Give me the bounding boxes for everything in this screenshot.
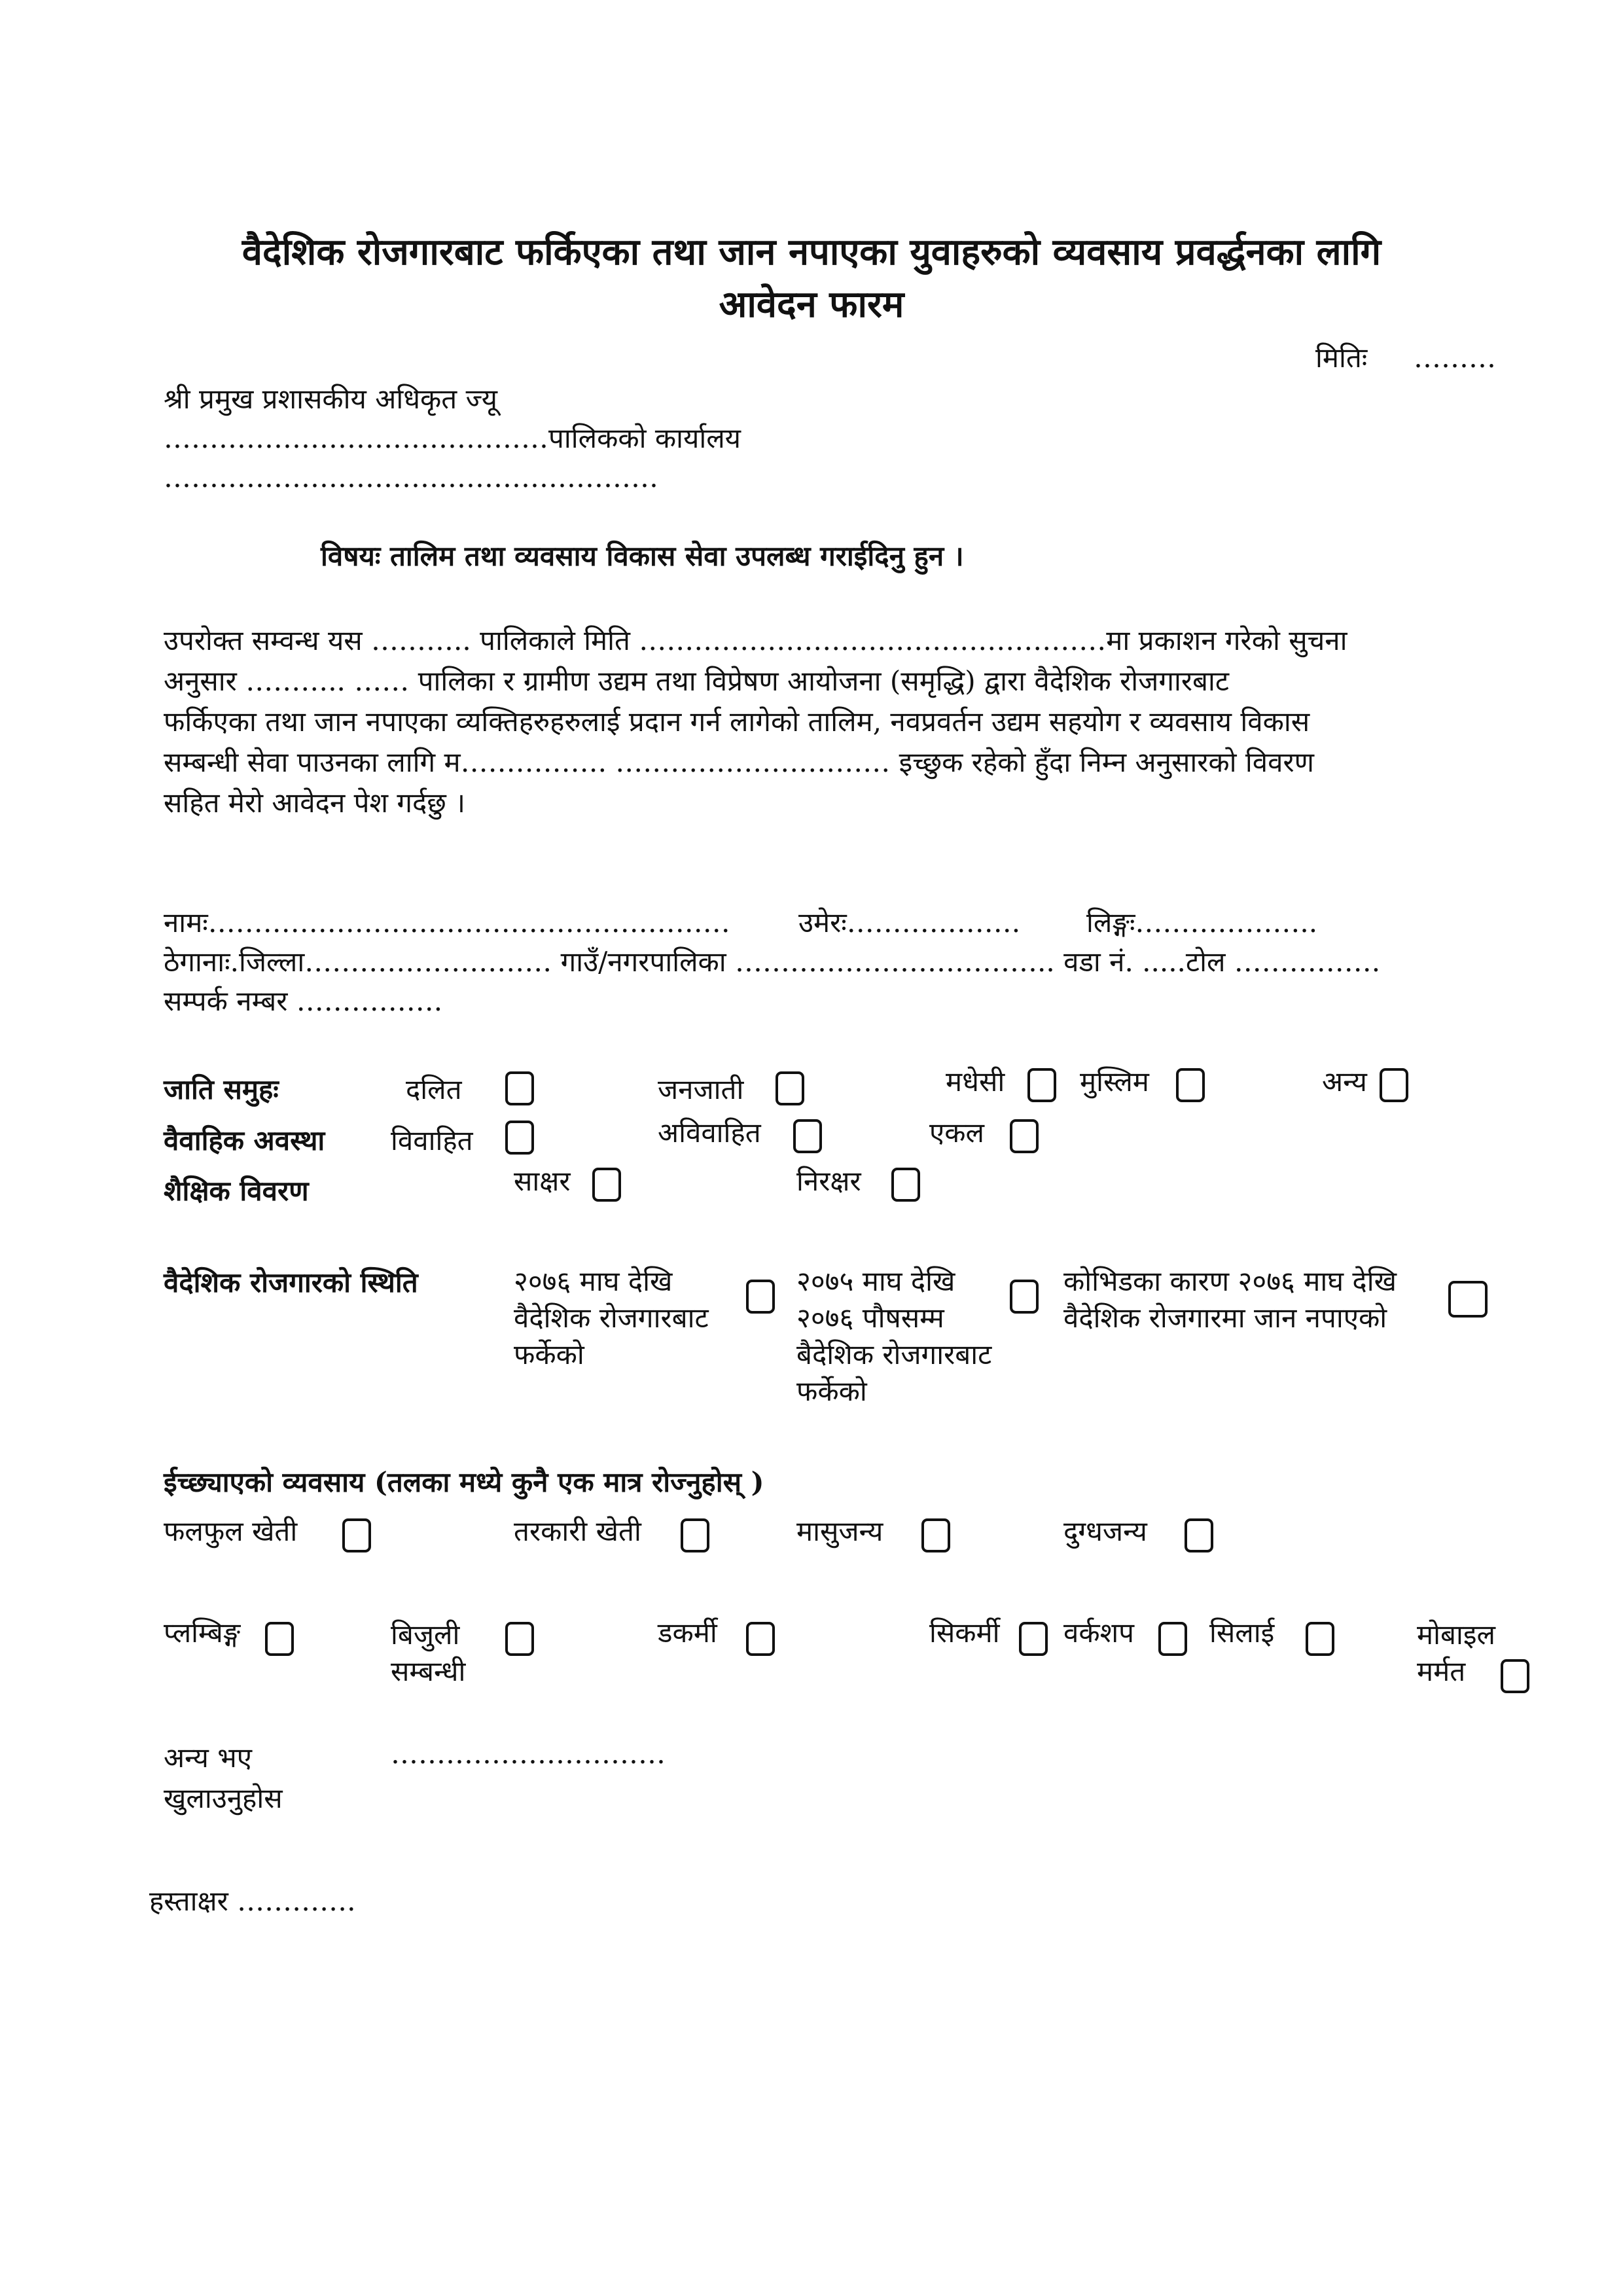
education-label: शैक्षिक विवरण <box>164 1175 309 1207</box>
employment-option-1 <box>514 1263 709 1373</box>
employment-label: वैदेशिक रोजगारको स्थिति <box>164 1266 418 1299</box>
body-line: अनुसार ……….. …… पालिका र ग्रामीण उद्यम तथा विप्रेषण आयोजना (समृद्धि) द्वारा वैदेशिक रोजगारबाट <box>164 665 1230 697</box>
date-label: मितिः <box>1315 342 1368 374</box>
body-line: सम्बन्धी सेवा पाउनका लागि म……………. ………………………… इच्छुक रहेको हुँदा निम्न अनुसारको विवरण <box>164 746 1315 778</box>
caste-dalit-checkbox[interactable] <box>505 1071 534 1105</box>
business-vegetable-farming-checkbox[interactable] <box>681 1518 709 1552</box>
business-other-label <box>164 1738 283 1819</box>
caste-madhesi-checkbox[interactable] <box>1027 1068 1056 1102</box>
business-option-text: मोबाइल <box>1417 1619 1495 1651</box>
employment-option-2 <box>796 1263 991 1410</box>
business-option-label: डकर्मी <box>658 1617 717 1649</box>
employment-option-text: कोभिडका कारण २०७६ माघ देखि <box>1063 1265 1397 1297</box>
body-line: सहित मेरो आवेदन पेश गर्दछु । <box>164 787 466 819</box>
caste-other-checkbox[interactable] <box>1380 1068 1408 1102</box>
marital-option-label: विवाहित <box>391 1124 473 1157</box>
date-field[interactable]: ……… <box>1414 342 1496 374</box>
page-title: वैदेशिक रोजगारबाट फर्किएका तथा जान नपाएका युवाहरुको व्यवसाय प्रवर्द्धनका लागि <box>241 230 1382 274</box>
employment-option-text: बैदेशिक रोजगारबाट <box>796 1338 992 1371</box>
body-line: फर्किएका तथा जान नपाएका व्यक्तिहरुहरुलाई प्रदान गर्न लागेको तालिम, नवप्रवर्तन उद्यम सहयोग र व्यवसाय विकास <box>164 706 1310 738</box>
employment-option-text: वैदेशिक रोजगारमा जान नपाएको <box>1063 1302 1387 1334</box>
business-option-label: तरकारी खेती <box>514 1515 641 1547</box>
employment-option-text: २०७६ पौषसम्म <box>796 1302 944 1334</box>
business-electrical-checkbox[interactable] <box>505 1622 534 1656</box>
page-subtitle: आवेदन फारम <box>719 283 904 326</box>
caste-option-label: अन्य <box>1322 1066 1367 1098</box>
education-illiterate-checkbox[interactable] <box>891 1168 920 1202</box>
caste-option-label: मधेसी <box>946 1066 1005 1098</box>
business-plumbing-checkbox[interactable] <box>265 1622 294 1656</box>
employment-returned-2076-checkbox[interactable] <box>746 1280 775 1314</box>
business-mobile-repair-checkbox[interactable] <box>1501 1659 1529 1693</box>
gender-field[interactable]: लिङ्गः……………….. <box>1086 906 1318 939</box>
contact-field[interactable]: सम्पर्क नम्बर ……………. <box>164 985 443 1017</box>
employment-option-3 <box>1063 1263 1397 1336</box>
business-other-text: खुलाउनुहोस <box>164 1782 283 1814</box>
employment-option-text: २०७६ माघ देखि <box>514 1265 673 1297</box>
office-line: ……………………………………पालिकको कार्यालय <box>164 422 741 454</box>
business-option-label: सिकर्मी <box>929 1617 1000 1649</box>
employment-covid-checkbox[interactable] <box>1448 1281 1488 1318</box>
business-option-label: प्लम्बिङ्ग <box>164 1617 241 1649</box>
business-other-text: अन्य भए <box>164 1742 252 1774</box>
business-electric-label <box>391 1617 465 1690</box>
address-field[interactable]: ठेगानाः.जिल्ला……………………… गाउँ/नगरपालिका …………………………….. वडा नं. .....टोल ……………. <box>164 946 1381 978</box>
employment-option-text: फर्केको <box>514 1338 584 1371</box>
caste-option-label: मुस्लिम <box>1080 1066 1149 1098</box>
application-body <box>164 620 1512 823</box>
employment-returned-2075-checkbox[interactable] <box>1010 1280 1039 1314</box>
employment-option-text: २०७५ माघ देखि <box>796 1265 955 1297</box>
marital-single-checkbox[interactable] <box>1010 1119 1039 1153</box>
business-option-label: मासुजन्य <box>796 1515 883 1547</box>
business-meat-checkbox[interactable] <box>921 1518 950 1552</box>
education-literate-checkbox[interactable] <box>592 1168 621 1202</box>
business-tailoring-checkbox[interactable] <box>1306 1622 1334 1656</box>
business-heading: ईच्छ्याएको व्यवसाय (तलका मध्ये कुनै एक मात्र रोज्नुहोस् ) <box>164 1466 764 1498</box>
business-fruit-farming-checkbox[interactable] <box>342 1518 371 1552</box>
business-other-field[interactable]: ………………………… <box>391 1738 666 1770</box>
marital-married-checkbox[interactable] <box>505 1121 534 1155</box>
business-sikarmi-checkbox[interactable] <box>1019 1622 1048 1656</box>
marital-option-label: अविवाहित <box>658 1117 761 1149</box>
business-option-label: सिलाई <box>1209 1617 1275 1649</box>
business-mobile-label <box>1417 1617 1495 1690</box>
education-option-label: साक्षर <box>514 1165 571 1197</box>
employment-option-text: फर्केको <box>796 1375 867 1407</box>
business-option-text: मर्मत <box>1417 1655 1466 1687</box>
marital-unmarried-checkbox[interactable] <box>793 1119 822 1153</box>
marital-label: वैवाहिक अवस्था <box>164 1124 325 1157</box>
marital-option-label: एकल <box>929 1117 984 1149</box>
address-line: ……………………………………………… <box>164 461 658 493</box>
caste-option-label: जनजाती <box>658 1073 744 1105</box>
business-workshop-checkbox[interactable] <box>1158 1622 1187 1656</box>
caste-label: जाति समुहः <box>164 1073 279 1105</box>
business-option-text: सम्बन्धी <box>391 1655 466 1687</box>
caste-option-label: दलित <box>406 1073 462 1105</box>
employment-option-text: वैदेशिक रोजगारबाट <box>514 1302 709 1334</box>
recipient-line: श्री प्रमुख प्रशासकीय अधिकृत ज्यू <box>164 383 497 415</box>
age-field[interactable]: उमेरः………………. <box>798 906 1021 939</box>
business-dakarmi-checkbox[interactable] <box>746 1622 775 1656</box>
caste-muslim-checkbox[interactable] <box>1176 1068 1205 1102</box>
name-field[interactable]: नामः………………………………………………… <box>164 906 730 939</box>
body-line: उपरोक्त सम्वन्ध यस ……….. पालिकाले मिति ……………………………………………मा प्रकाशन गरेको सुचना <box>164 624 1347 656</box>
business-dairy-checkbox[interactable] <box>1185 1518 1213 1552</box>
business-option-label: दुग्धजन्य <box>1063 1515 1147 1547</box>
education-option-label: निरक्षर <box>796 1165 861 1197</box>
signature-field[interactable]: हस्ताक्षर …………. <box>149 1885 356 1917</box>
caste-janajati-checkbox[interactable] <box>776 1071 804 1105</box>
business-option-label: फलफुल खेती <box>164 1515 298 1547</box>
business-option-label: वर्कशप <box>1063 1617 1135 1649</box>
business-option-text: बिजुली <box>391 1619 460 1651</box>
subject-line: विषयः तालिम तथा व्यवसाय विकास सेवा उपलब्ध गराईदिनु हुन । <box>321 540 964 572</box>
